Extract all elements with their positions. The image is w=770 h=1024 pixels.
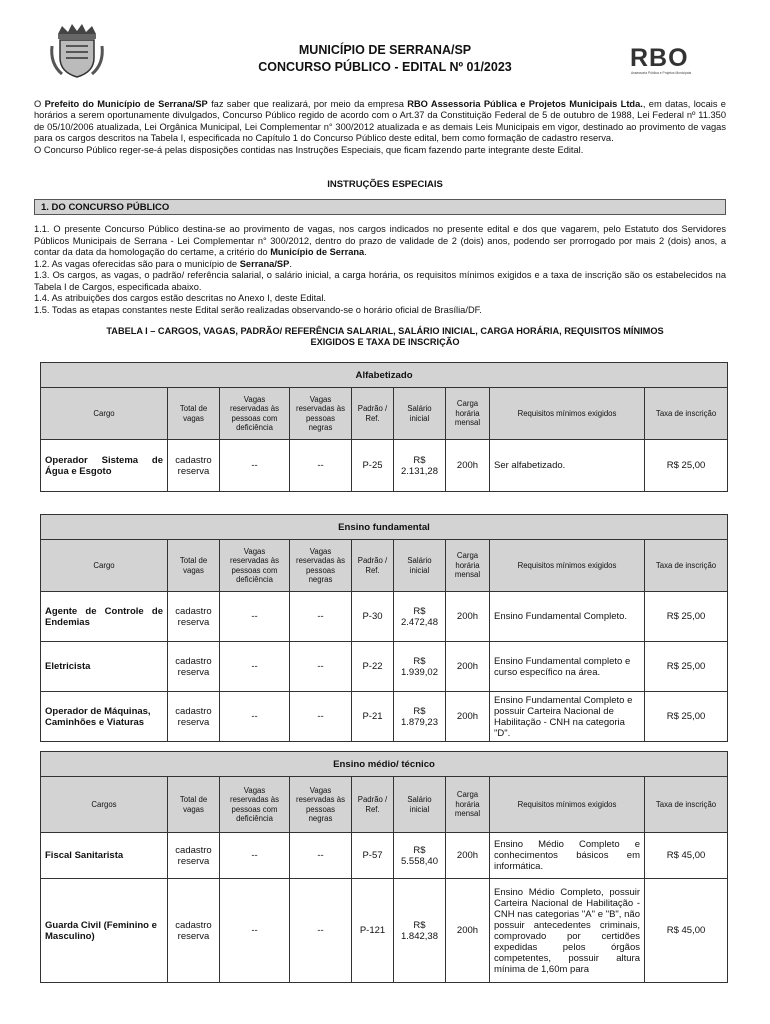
page-title: MUNICÍPIO DE SERRANA/SP: [298, 43, 472, 57]
cell-padrao: P-21: [352, 692, 394, 742]
cell-total: cadastro reserva: [168, 692, 220, 742]
rbo-logo: [628, 42, 712, 76]
col-header-cargos: Cargos: [41, 777, 168, 833]
cell-carga: 200h: [446, 440, 490, 492]
table-title-line-2: EXIGIDOS E TAXA DE INSCRIÇÃO: [310, 337, 460, 347]
intro-text-rest: , em datas, locais e horários a serem oportunamente divulgados, Concurso Público regido de acordo com o Art.37 da Constituição Federal de 5 de outubro de 1988, Lei Federal nº 11.350 de 05/10/2006 atualizada, Lei Orgânica Municipal, Lei Complementar n° 300/2012 atualizada e as demais Leis Municipais em vigor, destinado ao provimento de vagas para os cargos descritos na Tabela I, especificada no Capítulo 1 do Concurso Público deste edital, bem como formação de cadastro reserva.: [34, 99, 726, 144]
item-1-1: [34, 224, 726, 259]
cell-pcd: --: [220, 879, 290, 983]
col-header-total: Total de vagas: [168, 540, 220, 592]
col-header-padrao: Padrão / Ref.: [352, 540, 394, 592]
cell-negras: --: [290, 879, 352, 983]
cell-negras: --: [290, 692, 352, 742]
intro-text-mid: faz saber que realizará, por meio da empresa: [207, 99, 408, 109]
item-1-2-bold: Serrana/SP: [239, 258, 290, 269]
cell-requisitos: Ensino Fundamental completo e curso específico na área.: [490, 642, 645, 692]
cell-cargo: Operador de Máquinas, Caminhões e Viaturas: [41, 692, 168, 742]
col-header-negras: Vagas reservadas às pessoas negras: [290, 388, 352, 440]
cell-carga: 200h: [446, 692, 490, 742]
cell-requisitos: Ser alfabetizado.: [490, 440, 645, 492]
cell-cargo: Eletricista: [41, 642, 168, 692]
col-header-padrao: Padrão / Ref.: [352, 388, 394, 440]
intro-text: [34, 99, 726, 156]
cell-pcd: --: [220, 642, 290, 692]
cell-padrao: P-25: [352, 440, 394, 492]
cell-requisitos: Ensino Médio Completo, possuir Carteira Nacional de Habilitação - CNH nas categorias "A" e "B", não possuir antecedentes criminais, comprovado por certidões expedidas pelos órgãos competentes, possuir altura mínima de 1,60m para: [490, 879, 645, 983]
cell-negras: --: [290, 440, 352, 492]
cell-carga: 200h: [446, 833, 490, 879]
cell-total: cadastro reserva: [168, 592, 220, 642]
col-header-carga: Carga horária mensal: [446, 540, 490, 592]
cell-total: cadastro reserva: [168, 642, 220, 692]
cell-cargo: Operador Sistema de Água e Esgoto: [41, 440, 168, 492]
cell-pcd: --: [220, 692, 290, 742]
table-title: [60, 326, 710, 348]
cell-total: cadastro reserva: [168, 833, 220, 879]
col-header-padrao: Padrão / Ref.: [352, 777, 394, 833]
cell-requisitos: Ensino Fundamental Completo e possuir Carteira Nacional de Habilitação - CNH na categoria "D".: [490, 692, 645, 742]
cell-padrao: P-30: [352, 592, 394, 642]
cell-pcd: --: [220, 592, 290, 642]
table-row: [41, 592, 728, 642]
col-header-taxa: Taxa de inscrição: [645, 388, 728, 440]
cell-taxa: R$ 25,00: [645, 592, 728, 642]
intro-company: RBO Assessoria Pública e Projetos Municipais Ltda.: [407, 99, 643, 109]
item-1-2: [34, 259, 726, 271]
section-1-text: [34, 224, 726, 316]
cell-padrao: P-121: [352, 879, 394, 983]
cell-carga: 200h: [446, 642, 490, 692]
table-row: [41, 642, 728, 692]
item-1-1-end: .: [364, 247, 367, 257]
intro-text-lead: O: [34, 99, 45, 109]
col-header-taxa: Taxa de inscrição: [645, 540, 728, 592]
item-1-1-text: 1.1. O presente Concurso Público destina-se ao provimento de vagas, nos cargos indicados no presente edital e dos que vagarem, pelo Estatuto dos Servidores Públicos Municipais de Serrana - Lei Complementar n° 300/2012, dentro do prazo de validade de 2 (dois) anos, podendo ser prorrogado por mais 2 (dois) anos, a contar da data da homologação do certame, a critério do: [34, 224, 726, 257]
rbo-logo-caption: Assessoria Pública e Projetos Municipais: [631, 71, 692, 75]
cell-pcd: --: [220, 440, 290, 492]
item-1-2-text: 1.2. As vagas oferecidas são para o município de: [34, 258, 240, 269]
cell-carga: 200h: [446, 592, 490, 642]
intro-paragraph-2: O Concurso Público reger-se-á pelas disposições contidas nas Instruções Especiais, que ficam fazendo parte integrante deste Edital.: [34, 144, 584, 155]
cell-total: cadastro reserva: [168, 879, 220, 983]
cell-taxa: R$ 25,00: [645, 642, 728, 692]
cell-cargo: Guarda Civil (Feminino e Masculino): [41, 879, 168, 983]
rbo-logo-text: RBO: [630, 44, 689, 72]
cell-pcd: --: [220, 833, 290, 879]
intro-mayor: Prefeito do Município de Serrana/SP: [44, 99, 208, 109]
cell-taxa: R$ 45,00: [645, 833, 728, 879]
table-row: [41, 440, 728, 492]
col-header-negras: Vagas reservadas às pessoas negras: [290, 540, 352, 592]
instructions-heading: INSTRUÇÕES ESPECIAIS: [327, 179, 443, 190]
col-header-salario: Salário inicial: [394, 540, 446, 592]
item-1-5: 1.5. Todas as etapas constantes neste Edital serão realizadas observando-se o horário oficial de Brasília/DF.: [34, 304, 482, 315]
cell-salario: R$ 1.879,23: [394, 692, 446, 742]
cell-carga: 200h: [446, 879, 490, 983]
cell-cargo: Agente de Controle de Endemias: [41, 592, 168, 642]
item-1-1-bold: Município de Serrana: [270, 247, 365, 257]
col-header-salario: Salário inicial: [394, 777, 446, 833]
col-header-cargo: Cargo: [41, 388, 168, 440]
col-header-negras: Vagas reservadas às pessoas negras: [290, 777, 352, 833]
cell-salario: R$ 1.842,38: [394, 879, 446, 983]
table-ensino-fundamental: [40, 514, 728, 742]
table-ensino-medio: [40, 751, 728, 983]
table-title-line-1: TABELA I – CARGOS, VAGAS, PADRÃO/ REFERÊNCIA SALARIAL, SALÁRIO INICIAL, CARGA HORÁRIA, REQUISITOS MÍNIMOS: [106, 326, 664, 336]
cell-negras: --: [290, 642, 352, 692]
col-header-cargo: Cargo: [41, 540, 168, 592]
cell-taxa: R$ 25,00: [645, 440, 728, 492]
col-header-taxa: Taxa de inscrição: [645, 777, 728, 833]
table-row: [41, 692, 728, 742]
table-alfabetizado: [40, 362, 728, 492]
page-subtitle: CONCURSO PÚBLICO - EDITAL Nº 01/2023: [258, 60, 512, 74]
cell-padrao: P-57: [352, 833, 394, 879]
cell-total: cadastro reserva: [168, 440, 220, 492]
col-header-total: Total de vagas: [168, 777, 220, 833]
group-title: Ensino fundamental: [41, 515, 728, 540]
cell-salario: R$ 5.558,40: [394, 833, 446, 879]
cell-negras: --: [290, 833, 352, 879]
col-header-salario: Salário inicial: [394, 388, 446, 440]
cell-salario: R$ 2.131,28: [394, 440, 446, 492]
table-row: [41, 879, 728, 983]
col-header-requisitos: Requisitos mínimos exigidos: [490, 388, 645, 440]
col-header-pcd: Vagas reservadas às pessoas com deficiência: [220, 388, 290, 440]
col-header-requisitos: Requisitos mínimos exigidos: [490, 540, 645, 592]
intro-paragraph-1: [34, 99, 726, 145]
group-title: Alfabetizado: [41, 363, 728, 388]
item-1-2-end: .: [289, 258, 292, 269]
item-1-3: 1.3. Os cargos, as vagas, o padrão/ referência salarial, o salário inicial, a carga horária, os requisitos mínimos exigidos e a taxa de inscrição são os estabelecidos na Tabela I de Cargos, especificada abaixo.: [34, 270, 726, 292]
cell-padrao: P-22: [352, 642, 394, 692]
item-1-4: 1.4. As atribuições dos cargos estão descritas no Anexo I, deste Edital.: [34, 293, 326, 303]
document-header: [0, 0, 770, 95]
cell-negras: --: [290, 592, 352, 642]
cell-requisitos: Ensino Médio Completo e conhecimentos básicos em informática.: [490, 833, 645, 879]
col-header-total: Total de vagas: [168, 388, 220, 440]
col-header-carga: Carga horária mensal: [446, 388, 490, 440]
col-header-carga: Carga horária mensal: [446, 777, 490, 833]
col-header-requisitos: Requisitos mínimos exigidos: [490, 777, 645, 833]
cell-salario: R$ 1.939,02: [394, 642, 446, 692]
section-heading: 1. DO CONCURSO PÚBLICO: [34, 199, 726, 215]
cell-taxa: R$ 45,00: [645, 879, 728, 983]
cell-cargo: Fiscal Sanitarista: [41, 833, 168, 879]
cell-requisitos: Ensino Fundamental Completo.: [490, 592, 645, 642]
group-title: Ensino médio/ técnico: [41, 752, 728, 777]
col-header-pcd: Vagas reservadas às pessoas com deficiência: [220, 540, 290, 592]
table-row: [41, 833, 728, 879]
cell-taxa: R$ 25,00: [645, 692, 728, 742]
col-header-pcd: Vagas reservadas às pessoas com deficiência: [220, 777, 290, 833]
cell-salario: R$ 2.472,48: [394, 592, 446, 642]
